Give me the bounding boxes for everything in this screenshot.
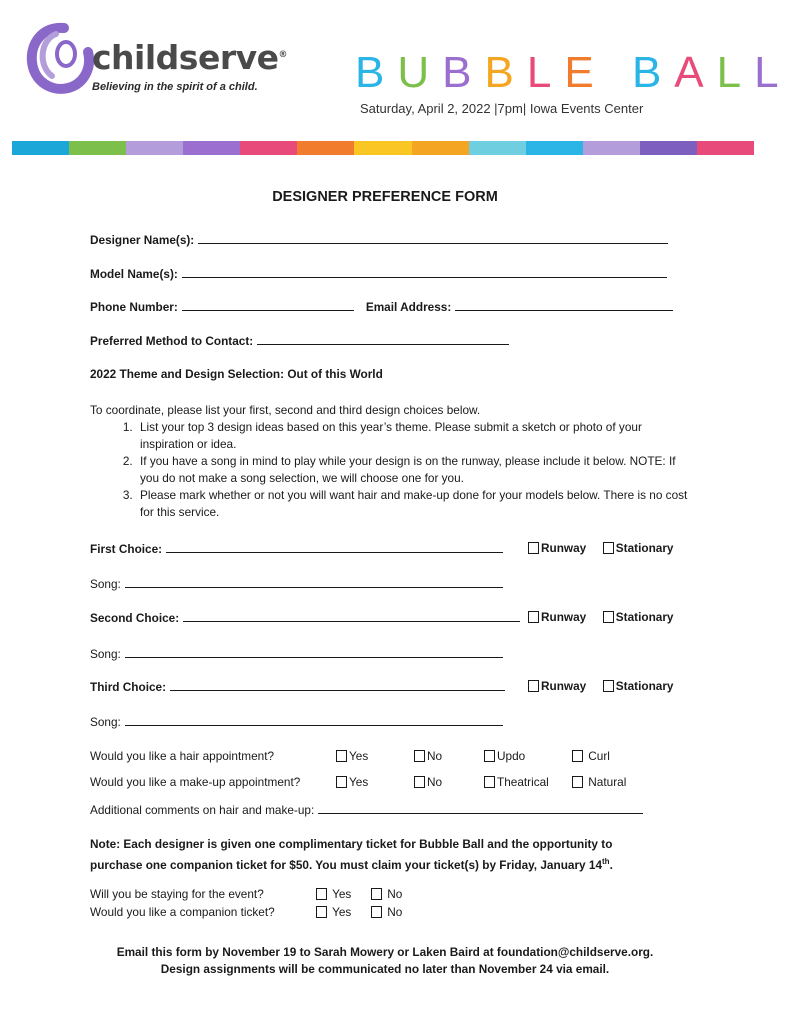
staying-no-checkbox[interactable] bbox=[371, 888, 382, 900]
form-title: DESIGNER PREFERENCE FORM bbox=[272, 189, 498, 205]
instruction-item: 3. Please mark whether or not you will want hair and make-up done for your models below. There is no cost for this service. bbox=[136, 487, 690, 521]
hair-yes-option bbox=[336, 749, 368, 763]
first-song-row bbox=[90, 576, 503, 591]
no-label: No bbox=[387, 905, 403, 919]
third-choice-row bbox=[90, 679, 505, 694]
second-song-row bbox=[90, 646, 503, 661]
third-song-row bbox=[90, 714, 503, 729]
makeup-question: Would you like a make-up appointment? bbox=[90, 775, 301, 789]
stationary-label: Stationary bbox=[615, 541, 674, 555]
designer-name-label: Designer Name(s): bbox=[90, 233, 195, 247]
instructions-list bbox=[90, 419, 690, 521]
event-title bbox=[355, 48, 792, 98]
first-choice-label: First Choice: bbox=[90, 542, 163, 556]
instruction-item: 2. If you have a song in mind to play while your design is on the runway, please include it below. NOTE: If you do not make a song selection, we will choose one for you. bbox=[136, 453, 690, 487]
runway-label: Runway bbox=[541, 679, 587, 693]
model-name-field[interactable] bbox=[182, 266, 667, 278]
second-choice-label: Second Choice: bbox=[90, 611, 180, 625]
color-stripe-segment bbox=[697, 141, 754, 155]
staying-question: Will you be staying for the event? bbox=[90, 887, 264, 901]
ticket-note-line2: purchase one companion ticket for $50. You must claim your ticket(s) by Friday, January 14th. bbox=[90, 857, 613, 872]
color-stripe-segment bbox=[526, 141, 583, 155]
color-stripe bbox=[12, 141, 754, 155]
second-song-field[interactable] bbox=[125, 646, 503, 658]
no-label: No bbox=[427, 775, 443, 789]
hair-no-checkbox[interactable] bbox=[414, 750, 425, 762]
hair-no-option bbox=[414, 749, 442, 763]
email-field[interactable] bbox=[455, 299, 673, 311]
ticket-note bbox=[90, 836, 730, 874]
instruction-item: 1. List your top 3 design ideas based on this year’s theme. Please submit a sketch or photo of your inspiration or idea. bbox=[136, 419, 690, 453]
comments-label: Additional comments on hair and make-up: bbox=[90, 803, 315, 817]
third-choice-label: Third Choice: bbox=[90, 680, 167, 694]
contact-method-field[interactable] bbox=[257, 333, 509, 345]
theatrical-label: Theatrical bbox=[497, 775, 549, 789]
color-stripe-segment bbox=[12, 141, 69, 155]
third-stationary-checkbox[interactable] bbox=[603, 680, 614, 692]
designer-name-field[interactable] bbox=[198, 232, 668, 244]
comments-field[interactable] bbox=[318, 802, 643, 814]
hair-question: Would you like a hair appointment? bbox=[90, 749, 275, 763]
updo-label: Updo bbox=[497, 749, 526, 763]
staying-no-option bbox=[371, 887, 402, 901]
first-stationary-checkbox[interactable] bbox=[603, 542, 614, 554]
color-stripe-segment bbox=[126, 141, 183, 155]
color-stripe-segment bbox=[183, 141, 240, 155]
phone-email-row bbox=[90, 299, 673, 314]
hair-curl-option bbox=[572, 749, 610, 763]
yes-label: Yes bbox=[332, 905, 352, 919]
color-stripe-segment bbox=[583, 141, 640, 155]
yes-label: Yes bbox=[349, 749, 369, 763]
second-choice-field[interactable] bbox=[183, 610, 520, 622]
makeup-yes-checkbox[interactable] bbox=[336, 776, 347, 788]
second-stationary-checkbox[interactable] bbox=[603, 611, 614, 623]
event-title-letter: B bbox=[442, 48, 485, 97]
natural-label: Natural bbox=[588, 775, 627, 789]
makeup-yes-option bbox=[336, 775, 368, 789]
first-choice-row bbox=[90, 541, 503, 556]
childserve-logo-icon bbox=[26, 22, 96, 94]
second-choice-row bbox=[90, 610, 520, 625]
designer-name-row bbox=[90, 232, 668, 247]
theatrical-checkbox[interactable] bbox=[484, 776, 495, 788]
email-label: Email Address: bbox=[365, 300, 452, 314]
third-song-field[interactable] bbox=[125, 714, 503, 726]
instructions bbox=[90, 402, 690, 521]
runway-label: Runway bbox=[541, 610, 587, 624]
stationary-label: Stationary bbox=[615, 679, 674, 693]
event-title-letter: A bbox=[674, 48, 717, 97]
footer-instructions bbox=[0, 944, 770, 978]
theme-line: 2022 Theme and Design Selection: Out of this World bbox=[90, 367, 383, 381]
event-title-letter: L bbox=[716, 48, 755, 97]
staying-yes-option bbox=[316, 887, 351, 901]
natural-checkbox[interactable] bbox=[572, 776, 583, 788]
color-stripe-segment bbox=[69, 141, 126, 155]
first-runway-checkbox[interactable] bbox=[528, 542, 539, 554]
no-label: No bbox=[387, 887, 403, 901]
runway-label: Runway bbox=[541, 541, 587, 555]
first-song-field[interactable] bbox=[125, 576, 503, 588]
stationary-label: Stationary bbox=[615, 610, 674, 624]
color-stripe-segment bbox=[240, 141, 297, 155]
comments-row bbox=[90, 802, 643, 817]
event-title-letter bbox=[607, 48, 632, 98]
hair-yes-checkbox[interactable] bbox=[336, 750, 347, 762]
song-label: Song: bbox=[90, 577, 121, 591]
event-title-letter: B bbox=[631, 48, 675, 97]
event-title-letter: E bbox=[564, 48, 607, 97]
makeup-no-option bbox=[414, 775, 442, 789]
updo-checkbox[interactable] bbox=[484, 750, 495, 762]
event-title-letter: U bbox=[397, 48, 443, 97]
no-label: No bbox=[427, 749, 443, 763]
yes-label: Yes bbox=[332, 887, 352, 901]
hair-updo-option bbox=[484, 749, 525, 763]
curl-label: Curl bbox=[588, 749, 610, 763]
yes-label: Yes bbox=[349, 775, 369, 789]
footer-line2: Design assignments will be communicated no later than November 24 via email. bbox=[160, 962, 610, 976]
color-stripe-segment bbox=[354, 141, 411, 155]
contact-method-row bbox=[90, 333, 509, 348]
makeup-no-checkbox[interactable] bbox=[414, 776, 425, 788]
color-stripe-segment bbox=[297, 141, 354, 155]
first-choice-options bbox=[528, 541, 674, 555]
tagline: Believing in the spirit of a child. bbox=[92, 81, 258, 93]
color-stripe-segment bbox=[412, 141, 469, 155]
event-title-letter: B bbox=[484, 48, 527, 97]
makeup-theatrical-option bbox=[484, 775, 549, 789]
companion-yes-option bbox=[316, 905, 351, 919]
model-name-row bbox=[90, 266, 667, 281]
phone-field[interactable] bbox=[182, 299, 354, 311]
phone-label: Phone Number: bbox=[90, 300, 178, 314]
curl-checkbox[interactable] bbox=[572, 750, 583, 762]
model-name-label: Model Name(s): bbox=[90, 267, 178, 281]
makeup-natural-option bbox=[572, 775, 626, 789]
event-title-letter: L bbox=[526, 48, 565, 97]
companion-no-checkbox[interactable] bbox=[371, 906, 382, 918]
third-runway-checkbox[interactable] bbox=[528, 680, 539, 692]
contact-method-label: Preferred Method to Contact: bbox=[90, 334, 254, 348]
song-label: Song: bbox=[90, 647, 121, 661]
color-stripe-segment bbox=[640, 141, 697, 155]
second-runway-checkbox[interactable] bbox=[528, 611, 539, 623]
song-label: Song: bbox=[90, 715, 121, 729]
staying-yes-checkbox[interactable] bbox=[316, 888, 327, 900]
event-title-letter: L bbox=[754, 48, 792, 97]
intro-text: To coordinate, please list your first, second and third design choices below. bbox=[90, 403, 481, 417]
color-stripe-segment bbox=[469, 141, 526, 155]
companion-no-option bbox=[371, 905, 402, 919]
footer-line1: Email this form by November 19 to Sarah Mowery or Laken Baird at foundation@childserve.org. bbox=[116, 945, 654, 959]
first-choice-field[interactable] bbox=[166, 541, 503, 553]
childserve-logo-text: childserve® bbox=[92, 38, 287, 77]
second-choice-options bbox=[528, 610, 674, 624]
third-choice-field[interactable] bbox=[170, 679, 505, 691]
third-choice-options bbox=[528, 679, 674, 693]
companion-question: Would you like a companion ticket? bbox=[90, 905, 275, 919]
event-title-letter: B bbox=[355, 48, 398, 97]
ticket-note-line1: Note: Each designer is given one complimentary ticket for Bubble Ball and the opportunity to bbox=[90, 837, 613, 851]
event-details: Saturday, April 2, 2022 |7pm| Iowa Events Center bbox=[360, 101, 644, 116]
companion-yes-checkbox[interactable] bbox=[316, 906, 327, 918]
